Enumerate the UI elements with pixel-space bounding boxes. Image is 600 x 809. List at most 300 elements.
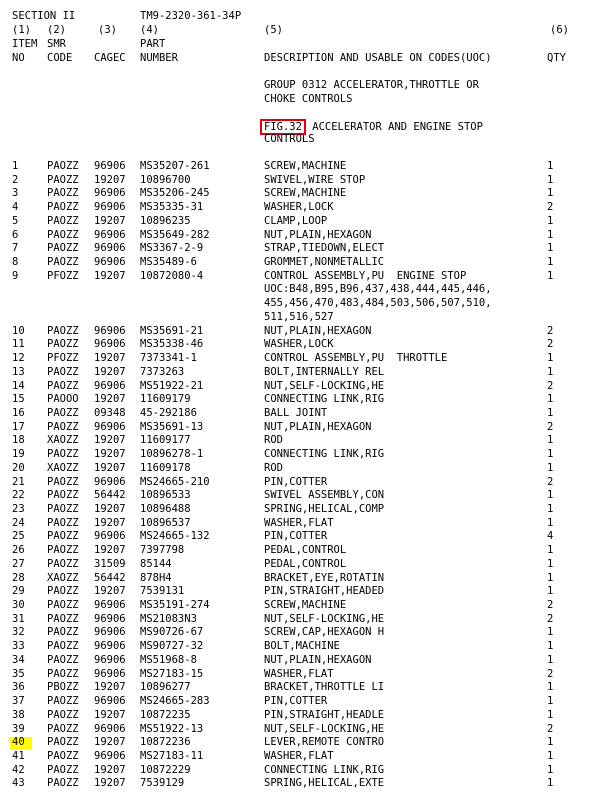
- description: SPRING,HELICAL,COMP: [264, 503, 385, 515]
- table-row: [0, 613, 600, 627]
- item-number: 24: [12, 516, 25, 529]
- cage-code: 19207: [94, 708, 126, 721]
- description: STRAP,TIEDOWN,ELECT: [264, 242, 385, 255]
- table-row: [0, 764, 600, 778]
- part-number: MS27183-11: [140, 749, 204, 762]
- part-number: 10872229: [140, 763, 191, 776]
- item-number: 16: [12, 406, 25, 419]
- smr-code: PAOZZ: [47, 626, 79, 639]
- quantity: 1: [547, 503, 554, 515]
- quantity: 2: [547, 612, 554, 625]
- part-number: 45-292186: [140, 406, 197, 419]
- table-row: [0, 448, 600, 462]
- part-number: MS35191-274: [140, 599, 210, 612]
- cage-code: 19207: [94, 173, 126, 186]
- table-row: [0, 750, 600, 764]
- part-number: MS24665-132: [140, 530, 210, 543]
- part-number: MS35691-13: [140, 420, 204, 433]
- col2-label-line1: SMR: [47, 38, 66, 50]
- description: NUT,SELF-LOCKING,HE: [264, 722, 385, 735]
- smr-code: PAOZZ: [47, 585, 79, 598]
- description: PIN,COTTER: [264, 475, 328, 488]
- cage-code: 19207: [94, 736, 126, 749]
- part-number: 7397798: [140, 544, 185, 557]
- part-number: 10896277: [140, 681, 191, 694]
- quantity: 1: [547, 393, 554, 406]
- description: NUT,PLAIN,HEXAGON: [264, 324, 372, 337]
- smr-code: PAOZZ: [47, 475, 79, 488]
- quantity: 1: [547, 228, 554, 241]
- item-number: 25: [12, 530, 25, 543]
- part-number: MS51922-13: [140, 722, 204, 735]
- part-number: MS51922-21: [140, 379, 204, 392]
- smr-code: PAOZZ: [47, 448, 79, 461]
- item-number: 1: [12, 160, 19, 172]
- cage-code: 96906: [94, 599, 126, 612]
- table-row: [0, 201, 600, 215]
- figure-title-line1: ACCELERATOR AND ENGINE STOP: [312, 121, 483, 133]
- item-number: 20: [12, 461, 25, 474]
- description: NUT,SELF-LOCKING,HE: [264, 379, 385, 392]
- description: NUT,SELF-LOCKING,HE: [264, 612, 385, 625]
- table-row: [0, 530, 600, 544]
- item-number: 41: [12, 749, 25, 762]
- cage-code: 19207: [94, 214, 126, 227]
- cage-code: 19207: [94, 393, 126, 406]
- part-number: 10896533: [140, 489, 191, 502]
- item-number: 27: [12, 557, 25, 570]
- table-row: [0, 434, 600, 448]
- col1-label-line1: ITEM: [12, 38, 38, 50]
- part-number: 10872235: [140, 708, 191, 721]
- part-number: 10872236: [140, 736, 191, 749]
- smr-code: PAOZZ: [47, 640, 79, 653]
- smr-code: PAOZZ: [47, 242, 79, 255]
- item-number: 22: [12, 489, 25, 502]
- smr-code: PAOZZ: [47, 530, 79, 543]
- item-number: 31: [12, 612, 25, 625]
- cage-code: 96906: [94, 653, 126, 666]
- part-number: 10872080-4: [140, 269, 204, 282]
- quantity: 1: [547, 626, 554, 639]
- description: WASHER,LOCK: [264, 201, 334, 214]
- item-number: 11: [12, 338, 25, 351]
- quantity: 1: [547, 571, 554, 584]
- item-number: 28: [12, 571, 25, 584]
- item-number: 37: [12, 695, 25, 708]
- smr-code: PAOZZ: [47, 489, 79, 502]
- smr-code: PAOZZ: [47, 379, 79, 392]
- item-number: 5: [12, 214, 19, 227]
- smr-code: PAOZZ: [47, 612, 79, 625]
- quantity: 1: [547, 640, 554, 653]
- item-number: 12: [12, 352, 25, 365]
- quantity: 1: [547, 365, 554, 378]
- item-number: 8: [12, 256, 19, 269]
- cage-code: 96906: [94, 379, 126, 392]
- quantity: 2: [547, 324, 554, 337]
- description: PIN,STRAIGHT,HEADLE: [264, 708, 385, 721]
- group-title-line1: GROUP 0312 ACCELERATOR,THROTTLE OR: [264, 79, 479, 91]
- part-number: 10896488: [140, 503, 191, 515]
- description: PEDAL,CONTROL: [264, 544, 347, 557]
- col4-label-line2: NUMBER: [140, 52, 178, 64]
- description: NUT,PLAIN,HEXAGON: [264, 228, 372, 241]
- description: CONTROL ASSEMBLY,PU ENGINE STOP: [264, 269, 467, 282]
- item-number: 33: [12, 640, 25, 653]
- smr-code: PAOZZ: [47, 406, 79, 419]
- part-number: 11609178: [140, 461, 191, 474]
- smr-code: PAOZZ: [47, 173, 79, 186]
- item-number: 38: [12, 708, 25, 721]
- description: CONNECTING LINK,RIG: [264, 763, 385, 776]
- smr-code: PAOZZ: [47, 749, 79, 762]
- table-row: [0, 421, 600, 435]
- quantity: 1: [547, 708, 554, 721]
- smr-code: XAOZZ: [47, 434, 79, 447]
- cage-code: 19207: [94, 352, 126, 365]
- smr-code: PAOZZ: [47, 777, 79, 790]
- table-row: [0, 777, 600, 791]
- description: SWIVEL,WIRE STOP: [264, 173, 366, 186]
- quantity: 1: [547, 269, 554, 282]
- cage-code: 31509: [94, 557, 126, 570]
- cage-code: 19207: [94, 448, 126, 461]
- part-number: MS51968-8: [140, 653, 197, 666]
- col3-label-line2: CAGEC: [94, 52, 126, 64]
- quantity: 1: [547, 187, 554, 200]
- item-number: 19: [12, 448, 25, 461]
- table-row: [0, 558, 600, 572]
- smr-code: PAOOO: [47, 393, 79, 406]
- part-number: MS90727-32: [140, 640, 204, 653]
- quantity: 1: [547, 681, 554, 694]
- item-number: 34: [12, 653, 25, 666]
- quantity: 1: [547, 173, 554, 186]
- part-number: 85144: [140, 557, 172, 570]
- figure-link[interactable]: FIG.32: [260, 119, 306, 135]
- cage-code: 96906: [94, 338, 126, 351]
- smr-code: PFOZZ: [47, 269, 79, 282]
- item-number: 7: [12, 242, 19, 255]
- cage-code: 96906: [94, 612, 126, 625]
- description: BALL JOINT: [264, 406, 328, 419]
- smr-code: PAOZZ: [47, 653, 79, 666]
- smr-code: PAOZZ: [47, 201, 79, 214]
- description: NUT,PLAIN,HEXAGON: [264, 653, 372, 666]
- table-row: [0, 736, 600, 750]
- quantity: 2: [547, 667, 554, 680]
- smr-code: PAOZZ: [47, 338, 79, 351]
- quantity: 2: [547, 338, 554, 351]
- usable-on-codes-line: UOC:B48,B95,B96,437,438,444,445,446,: [264, 283, 492, 296]
- description: BOLT,INTERNALLY REL: [264, 365, 385, 378]
- cage-code: 96906: [94, 475, 126, 488]
- quantity: 1: [547, 749, 554, 762]
- cage-code: 96906: [94, 187, 126, 200]
- table-row: [0, 476, 600, 490]
- cage-code: 96906: [94, 242, 126, 255]
- smr-code: PAOZZ: [47, 256, 79, 269]
- smr-code: PAOZZ: [47, 763, 79, 776]
- description: CONNECTING LINK,RIG: [264, 393, 385, 406]
- description: CLAMP,LOOP: [264, 214, 328, 227]
- col4-label-line1: PART: [140, 38, 166, 50]
- table-row: [0, 503, 600, 517]
- quantity: 1: [547, 489, 554, 502]
- description: BRACKET,THROTTLE LI: [264, 681, 385, 694]
- table-row: [0, 723, 600, 737]
- table-row: [0, 270, 600, 284]
- description: LEVER,REMOTE CONTRO: [264, 736, 385, 749]
- cage-code: 96906: [94, 640, 126, 653]
- smr-code: PBOZZ: [47, 681, 79, 694]
- item-number: 36: [12, 681, 25, 694]
- description: CONNECTING LINK,RIG: [264, 448, 385, 461]
- cage-code: 09348: [94, 406, 126, 419]
- part-number: MS21083N3: [140, 612, 197, 625]
- smr-code: PAOZZ: [47, 503, 79, 515]
- part-number: 7373341-1: [140, 352, 197, 365]
- description: WASHER,FLAT: [264, 667, 334, 680]
- part-number: MS35206-245: [140, 187, 210, 200]
- col4-number: (4): [140, 24, 159, 36]
- description: SCREW,MACHINE: [264, 599, 347, 612]
- quantity: 1: [547, 777, 554, 790]
- col5-number: (5): [264, 24, 283, 36]
- cage-code: 19207: [94, 434, 126, 447]
- smr-code: PAOZZ: [47, 214, 79, 227]
- part-number: 7373263: [140, 365, 185, 378]
- quantity: 1: [547, 160, 554, 172]
- item-number: 42: [12, 763, 25, 776]
- quantity: 1: [547, 214, 554, 227]
- quantity: 1: [547, 585, 554, 598]
- description: SPRING,HELICAL,EXTE: [264, 777, 385, 790]
- quantity: 1: [547, 434, 554, 447]
- smr-code: PFOZZ: [47, 352, 79, 365]
- description: ROD: [264, 461, 283, 474]
- smr-code: PAOZZ: [47, 557, 79, 570]
- item-number: 29: [12, 585, 25, 598]
- smr-code: PAOZZ: [47, 544, 79, 557]
- table-row: [0, 393, 600, 407]
- description: BRACKET,EYE,ROTATIN: [264, 571, 385, 584]
- table-row: [0, 517, 600, 531]
- table-row: [0, 325, 600, 339]
- part-number: 10896537: [140, 516, 191, 529]
- quantity: 4: [547, 530, 554, 543]
- smr-code: PAOZZ: [47, 187, 79, 200]
- quantity: 1: [547, 763, 554, 776]
- smr-code: PAOZZ: [47, 695, 79, 708]
- item-number: 17: [12, 420, 25, 433]
- smr-code: XAOZZ: [47, 461, 79, 474]
- table-row: [0, 462, 600, 476]
- part-number: 10896278-1: [140, 448, 204, 461]
- cage-code: 96906: [94, 749, 126, 762]
- smr-code: PAOZZ: [47, 722, 79, 735]
- item-number: 9: [12, 269, 19, 282]
- part-number: MS35649-282: [140, 228, 210, 241]
- quantity: 1: [547, 242, 554, 255]
- description: SCREW,CAP,HEXAGON H: [264, 626, 385, 639]
- table-row: [0, 709, 600, 723]
- smr-code: PAOZZ: [47, 667, 79, 680]
- col1-number: (1): [12, 24, 31, 36]
- part-number: 11609179: [140, 393, 191, 406]
- quantity: 2: [547, 201, 554, 214]
- part-number: MS24665-210: [140, 475, 210, 488]
- description: GROMMET,NONMETALLIC: [264, 256, 385, 269]
- quantity: 1: [547, 406, 554, 419]
- smr-code: PAOZZ: [47, 365, 79, 378]
- description: NUT,PLAIN,HEXAGON: [264, 420, 372, 433]
- part-number: 878H4: [140, 571, 172, 584]
- cage-code: 56442: [94, 571, 126, 584]
- part-number: MS90726-67: [140, 626, 204, 639]
- part-number: MS27183-15: [140, 667, 204, 680]
- smr-code: PAOZZ: [47, 228, 79, 241]
- item-number: 23: [12, 503, 25, 515]
- table-row: [0, 160, 600, 174]
- cage-code: 96906: [94, 160, 126, 172]
- part-number: MS35207-261: [140, 160, 210, 172]
- description: CONTROL ASSEMBLY,PU THROTTLE: [264, 352, 448, 365]
- item-number: 30: [12, 599, 25, 612]
- table-row: [0, 187, 600, 201]
- item-number: 2: [12, 173, 19, 186]
- col1-label-line2: NO: [12, 52, 25, 64]
- table-row: [0, 695, 600, 709]
- item-number: 21: [12, 475, 25, 488]
- table-row: [0, 599, 600, 613]
- description: WASHER,FLAT: [264, 749, 334, 762]
- part-number: 10896700: [140, 173, 191, 186]
- item-number: 35: [12, 667, 25, 680]
- part-number: MS35489-6: [140, 256, 197, 269]
- item-number: 6: [12, 228, 19, 241]
- description: BOLT,MACHINE: [264, 640, 340, 653]
- item-number: 32: [12, 626, 25, 639]
- table-row: [0, 242, 600, 256]
- item-number: 10: [12, 324, 25, 337]
- description: WASHER,FLAT: [264, 516, 334, 529]
- cage-code: 19207: [94, 503, 126, 515]
- table-row: [0, 640, 600, 654]
- description: PIN,COTTER: [264, 695, 328, 708]
- table-row: [0, 229, 600, 243]
- col6-label-line2: QTY: [547, 52, 566, 64]
- item-number: 26: [12, 544, 25, 557]
- description: PIN,STRAIGHT,HEADED: [264, 585, 385, 598]
- quantity: 1: [547, 516, 554, 529]
- col3-number: (3): [98, 24, 117, 36]
- quantity: 1: [547, 448, 554, 461]
- item-number: 15: [12, 393, 25, 406]
- cage-code: 96906: [94, 324, 126, 337]
- item-number: 43: [12, 777, 25, 790]
- item-number: 39: [12, 722, 25, 735]
- quantity: 2: [547, 379, 554, 392]
- part-number: MS35338-46: [140, 338, 204, 351]
- description: SCREW,MACHINE: [264, 187, 347, 200]
- part-number: 10896235: [140, 214, 191, 227]
- item-number: 3: [12, 187, 19, 200]
- quantity: 2: [547, 599, 554, 612]
- part-number: 7539129: [140, 777, 185, 790]
- cage-code: 19207: [94, 365, 126, 378]
- table-row: [0, 489, 600, 503]
- cage-code: 96906: [94, 667, 126, 680]
- smr-code: XAOZZ: [47, 571, 79, 584]
- description: WASHER,LOCK: [264, 338, 334, 351]
- quantity: 1: [547, 653, 554, 666]
- quantity: 2: [547, 722, 554, 735]
- part-number: 11609177: [140, 434, 191, 447]
- table-row: [0, 352, 600, 366]
- cage-code: 19207: [94, 681, 126, 694]
- part-number: 7539131: [140, 585, 185, 598]
- description: PEDAL,CONTROL: [264, 557, 347, 570]
- figure-title-line2: CONTROLS: [264, 133, 315, 145]
- table-row: [0, 544, 600, 558]
- cage-code: 19207: [94, 585, 126, 598]
- cage-code: 19207: [94, 516, 126, 529]
- col5-label-line2: DESCRIPTION AND USABLE ON CODES(UOC): [264, 52, 492, 64]
- smr-code: PAOZZ: [47, 736, 79, 749]
- cage-code: 96906: [94, 201, 126, 214]
- table-row: [0, 654, 600, 668]
- smr-code: PAOZZ: [47, 324, 79, 337]
- smr-code: PAOZZ: [47, 599, 79, 612]
- cage-code: 19207: [94, 777, 126, 790]
- usable-on-codes-line: 455,456,470,483,484,503,506,507,510,: [264, 297, 492, 310]
- quantity: 1: [547, 736, 554, 749]
- table-row: [0, 626, 600, 640]
- smr-code: PAOZZ: [47, 420, 79, 433]
- smr-code: PAOZZ: [47, 516, 79, 529]
- quantity: 1: [547, 544, 554, 557]
- item-number: 13: [12, 365, 25, 378]
- table-row: [0, 366, 600, 380]
- table-row: [0, 585, 600, 599]
- table-row: [0, 174, 600, 188]
- part-number: MS35691-21: [140, 324, 204, 337]
- cage-code: 96906: [94, 626, 126, 639]
- quantity: 1: [547, 461, 554, 474]
- description: PIN,COTTER: [264, 530, 328, 543]
- smr-code: PAOZZ: [47, 708, 79, 721]
- section-label: SECTION II: [12, 10, 76, 22]
- table-row: [0, 380, 600, 394]
- smr-code: PAOZZ: [47, 160, 79, 172]
- cage-code: 96906: [94, 722, 126, 735]
- item-number: 18: [12, 434, 25, 447]
- part-number: MS3367-2-9: [140, 242, 204, 255]
- quantity: 1: [547, 256, 554, 269]
- cage-code: 19207: [94, 763, 126, 776]
- col2-label-line2: CODE: [47, 52, 73, 64]
- quantity: 2: [547, 475, 554, 488]
- tm-number: TM9-2320-361-34P: [140, 10, 242, 22]
- cage-code: 96906: [94, 228, 126, 241]
- part-number: MS24665-283: [140, 695, 210, 708]
- table-row: [0, 338, 600, 352]
- description: SWIVEL ASSEMBLY,CON: [264, 489, 385, 502]
- quantity: 1: [547, 695, 554, 708]
- cage-code: 96906: [94, 530, 126, 543]
